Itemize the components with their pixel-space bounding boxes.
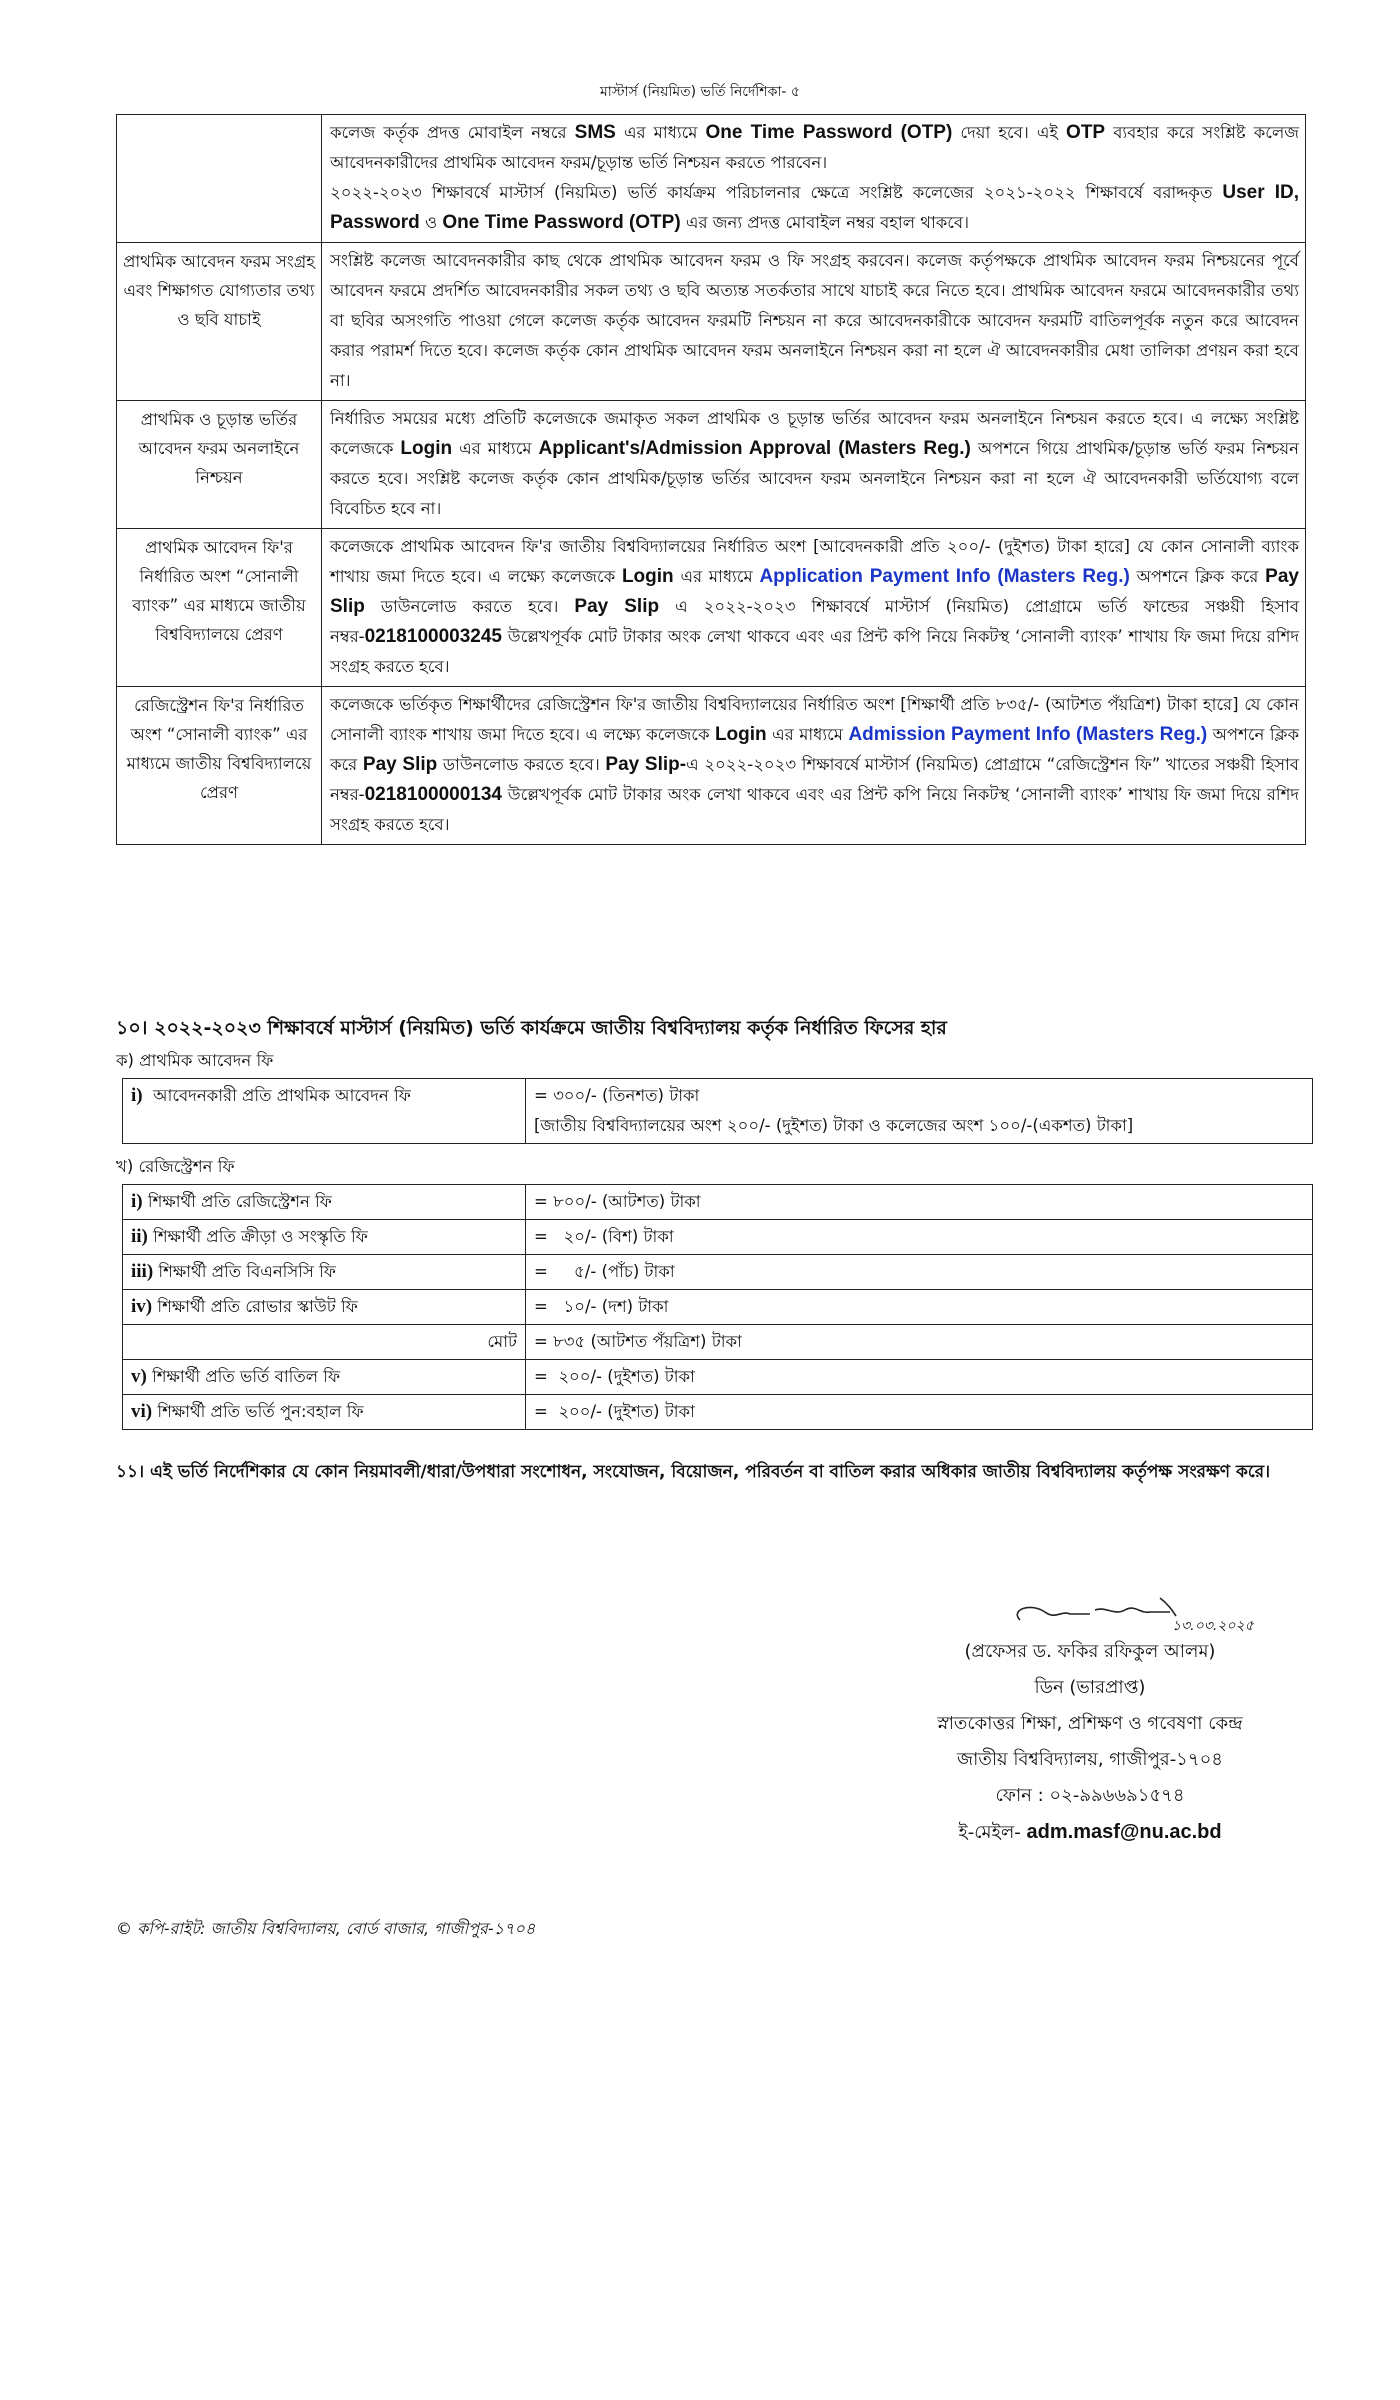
signatory-university: জাতীয় বিশ্ববিদ্যালয়, গাজীপুর-১৭০৪ xyxy=(957,1749,1223,1770)
fee-split-note: [জাতীয় বিশ্ববিদ্যালয়ের অংশ ২০০/- (দুইশত) টাকা ও কলেজের অংশ ১০০/-(একশত) টাকা] xyxy=(534,1116,1134,1135)
credentials-paragraph: ২০২২-২০২৩ শিক্ষাবর্ষে মাস্টার্স (নিয়মিত) ভর্তি কার্যক্রম পরিচালনার ক্ষেত্রে সংশ্লিষ্ট কলেজের ২০২১-২০২২ শিক্ষাবর্ষে বরাদ্দকৃত User ID, Password ও One Time Password (OTP) এর জন্য প্রদত্ত মোবাইল নম্বর বহাল থাকবে। xyxy=(330,182,1299,233)
fee-name: iv) শিক্ষার্থী প্রতি রোভার স্কাউট ফি xyxy=(123,1290,526,1325)
row-text: কলেজকে প্রাথমিক আবেদন ফি'র জাতীয় বিশ্ববিদ্যালয়ের নির্ধারিত অংশ [আবেদনকারী প্রতি ২০০/- (দুইশত) টাকা হারে] যে কোন সোনালী ব্যাংক শাখায় জমা দিতে হবে। এ লক্ষ্যে কলেজকে Login এর মাধ্যমে Application Payment Info (Masters Reg.) অপশনে ক্লিক করে Pay Slip ডাউনলোড করতে হবে। Pay Slip এ ২০২২-২০২৩ শিক্ষাবর্ষে মাস্টার্স (নিয়মিত) প্রোগ্রামে ভর্তি ফান্ডের সঞ্চয়ী হিসাব নম্বর-0218100003245 উল্লেখপূর্বক মোট টাকার অংক লেখা থাকবে এবং এর প্রিন্ট কপি নিয়ে নিকটস্থ ‘সোনালী ব্যাংক’ শাখায় ফি জমা দিয়ে রশিদ সংগ্রহ করতে হবে। xyxy=(322,529,1306,687)
application-fee-table xyxy=(122,1078,1313,1144)
fee-name: i) আবেদনকারী প্রতি প্রাথমিক আবেদন ফি xyxy=(123,1079,526,1144)
signatory-center: স্নাতকোত্তর শিক্ষা, প্রশিক্ষণ ও গবেষণা কেন্দ্র xyxy=(937,1713,1243,1734)
email-link[interactable]: adm.masf@nu.ac.bd xyxy=(1026,1821,1222,1843)
table-row xyxy=(123,1395,1313,1430)
fee-name: v) শিক্ষার্থী প্রতি ভর্তি বাতিল ফি xyxy=(123,1360,526,1395)
fee-name: ii) শিক্ষার্থী প্রতি ক্রীড়া ও সংস্কৃতি ফি xyxy=(123,1220,526,1255)
signatory-email: ই-মেইল- adm.masf@nu.ac.bd xyxy=(958,1821,1222,1843)
sub-heading-registration-fee: খ) রেজিস্ট্রেশন ফি xyxy=(116,1157,235,1176)
table-row xyxy=(123,1255,1313,1290)
row-label xyxy=(117,115,322,243)
registration-fee-table xyxy=(122,1184,1313,1430)
section-10-title: ১০। ২০২২-২০২৩ শিক্ষাবর্ষে মাস্টার্স (নিয়মিত) ভর্তি কার্যক্রমে জাতীয় বিশ্ববিদ্যালয় কর্তৃক নির্ধারিত ফিসের হার xyxy=(116,1017,947,1039)
admission-payment-info-link[interactable]: Admission Payment Info (Masters Reg.) xyxy=(848,724,1208,745)
table-row xyxy=(117,529,1306,687)
table-row xyxy=(117,687,1306,845)
application-payment-info-link[interactable]: Application Payment Info (Masters Reg.) xyxy=(759,566,1130,587)
table-row xyxy=(123,1360,1313,1395)
row-text: নির্ধারিত সময়ের মধ্যে প্রতিটি কলেজকে জমাকৃত সকল প্রাথমিক ও চূড়ান্ত ভর্তির আবেদন ফরম অনলাইনে নিশ্চয়ন করতে হবে। এ লক্ষ্যে সংশ্লিষ্ট কলেজকে Login এর মাধ্যমে Applicant's/Admission Approval (Masters Reg.) অপশনে গিয়ে প্রাথমিক/চূড়ান্ত ভর্তি ফরম নিশ্চয়ন করতে হবে। সংশ্লিষ্ট কলেজ কর্তৃক কোন প্রাথমিক/চূড়ান্ত ভর্তির আবেদন ফরম অনলাইনে নিশ্চয়ন করা না হলে ঐ আবেদনকারী ভর্তিযোগ্য বলে বিবেচিত হবে না। xyxy=(322,401,1306,529)
table-row xyxy=(123,1185,1313,1220)
total-amount: = ৮৩৫ (আটশত পঁয়ত্রিশ) টাকা xyxy=(526,1325,1313,1360)
section-11: ১১। এই ভর্তি নির্দেশিকার যে কোন নিয়মাবলী/ধারা/উপধারা সংশোধন, সংযোজন, বিয়োজন, পরিবর্তন বা বাতিল করার অধিকার জাতীয় বিশ্ববিদ্যালয় কর্তৃপক্ষ সংরক্ষণ করে। xyxy=(116,1462,1271,1482)
account-number: 0218100003245 xyxy=(364,626,502,647)
fee-amount: = ২০/- (বিশ) টাকা xyxy=(526,1220,1313,1255)
row-text: সংশ্লিষ্ট কলেজ আবেদনকারীর কাছ থেকে প্রাথমিক আবেদন ফরম ও ফি সংগ্রহ করবেন। কলেজ কর্তৃপক্ষকে প্রাথমিক আবেদন ফরম নিশ্চয়নের পূর্বে আবেদন ফরমে প্রদর্শিত আবেদনকারীর সকল তথ্য ও ছবি অত্যন্ত সতর্কতার সাথে যাচাই করে নিতে হবে। প্রাথমিক আবেদন ফরমে আবেদনকারীর তথ্য বা ছবির অসংগতি পাওয়া গেলে কলেজ কর্তৃক আবেদন ফরমটি নিশ্চয়ন না করে আবেদনকারীকে আবেদন ফরমটি বাতিলপূর্বক নতুন করে আবেদন করার পরামর্শ দিতে হবে। কলেজ কর্তৃক কোন প্রাথমিক আবেদন ফরম অনলাইনে নিশ্চয়ন করা না হলে ঐ আবেদনকারীর মেধা তালিকা প্রণয়ন করা হবে না। xyxy=(322,243,1306,401)
copyright-footer: © কপি-রাইট: জাতীয় বিশ্ববিদ্যালয়, বোর্ড বাজার, গাজীপুর-১৭০৪ xyxy=(116,1919,536,1938)
fee-amount: = ৩০০/- (তিনশত) টাকা [জাতীয় বিশ্ববিদ্যালয়ের অংশ ২০০/- (দুইশত) টাকা ও কলেজের অংশ ১০০/-(একশত) টাকা] xyxy=(526,1079,1313,1144)
signatory-phone: ফোন : ০২-৯৯৬৬৯১৫৭৪ xyxy=(995,1785,1185,1806)
row-label: প্রাথমিক আবেদন ফি'র নির্ধারিত অংশ “সোনালী ব্যাংক” এর মাধ্যমে জাতীয় বিশ্ববিদ্যালয়ে প্রেরণ xyxy=(117,529,322,687)
table-row xyxy=(123,1220,1313,1255)
fee-amount: = ৮০০/- (আটশত) টাকা xyxy=(526,1185,1313,1220)
table-row xyxy=(123,1079,1313,1144)
fee-name: i) শিক্ষার্থী প্রতি রেজিস্ট্রেশন ফি xyxy=(123,1185,526,1220)
fee-name: vi) শিক্ষার্থী প্রতি ভর্তি পুন:বহাল ফি xyxy=(123,1395,526,1430)
row-label: প্রাথমিক ও চূড়ান্ত ভর্তির আবেদন ফরম অনলাইনে নিশ্চয়ন xyxy=(117,401,322,529)
admission-process-table xyxy=(116,114,1306,845)
table-row xyxy=(117,115,1306,243)
signature-date: ১৩.০৩.২০২৫ xyxy=(1172,1618,1254,1634)
fee-amount: = ১০/- (দশ) টাকা xyxy=(526,1290,1313,1325)
table-row xyxy=(117,243,1306,401)
row-text: কলেজকে ভর্তিকৃত শিক্ষার্থীদের রেজিস্ট্রেশন ফি'র জাতীয় বিশ্ববিদ্যালয়ের নির্ধারিত অংশ [শিক্ষার্থী প্রতি ৮৩৫/- (আটশত পঁয়ত্রিশ) টাকা হারে] যে কোন সোনালী ব্যাংক শাখায় জমা দিতে হবে। এ লক্ষ্যে কলেজকে Login এর মাধ্যমে Admission Payment Info (Masters Reg.) অপশনে ক্লিক করে Pay Slip ডাউনলোড করতে হবে। Pay Slip-এ ২০২২-২০২৩ শিক্ষাবর্ষে মাস্টার্স (নিয়মিত) প্রোগ্রামে “রেজিস্ট্রেশন ফি” খাতের সঞ্চয়ী হিসাব নম্বর-0218100000134 উল্লেখপূর্বক মোট টাকার অংক লেখা থাকবে এবং এর প্রিন্ট কপি নিয়ে নিকটস্থ ‘সোনালী ব্যাংক’ শাখায় ফি জমা দিয়ে রশিদ সংগ্রহ করতে হবে। xyxy=(322,687,1306,845)
account-number: 0218100000134 xyxy=(364,784,502,805)
signatory-name: (প্রফেসর ড. ফকির রফিকুল আলম) xyxy=(964,1641,1216,1662)
row-label: প্রাথমিক আবেদন ফরম সংগ্রহ এবং শিক্ষাগত যোগ্যতার তথ্য ও ছবি যাচাই xyxy=(117,243,322,401)
total-row xyxy=(123,1325,1313,1360)
page-header: মাস্টার্স (নিয়মিত) ভর্তি নির্দেশিকা- ৫ xyxy=(599,84,801,100)
signatory-title: ডিন (ভারপ্রাপ্ত) xyxy=(1034,1677,1146,1698)
fee-amount: = ২০০/- (দুইশত) টাকা xyxy=(526,1360,1313,1395)
total-label: মোট xyxy=(123,1325,526,1360)
row-text xyxy=(322,115,1306,243)
fee-name: iii) শিক্ষার্থী প্রতি বিএনসিসি ফি xyxy=(123,1255,526,1290)
row-label: রেজিস্ট্রেশন ফি'র নির্ধারিত অংশ “সোনালী ব্যাংক” এর মাধ্যমে জাতীয় বিশ্ববিদ্যালয়ে প্রেরণ xyxy=(117,687,322,845)
table-row xyxy=(117,401,1306,529)
signatory-block xyxy=(880,1634,1300,1851)
sub-heading-application-fee: ক) প্রাথমিক আবেদন ফি xyxy=(116,1051,274,1070)
otp-paragraph: কলেজ কর্তৃক প্রদত্ত মোবাইল নম্বরে SMS এর মাধ্যমে One Time Password (OTP) দেয়া হবে। এই OTP ব্যবহার করে সংশ্লিষ্ট কলেজ আবেদনকারীদের প্রাথমিক আবেদন ফরম/চূড়ান্ত ভর্তি নিশ্চয়ন করতে পারবেন। xyxy=(330,122,1299,172)
table-row xyxy=(123,1290,1313,1325)
fee-amount: = ৫/- (পাঁচ) টাকা xyxy=(526,1255,1313,1290)
fee-amount: = ২০০/- (দুইশত) টাকা xyxy=(526,1395,1313,1430)
